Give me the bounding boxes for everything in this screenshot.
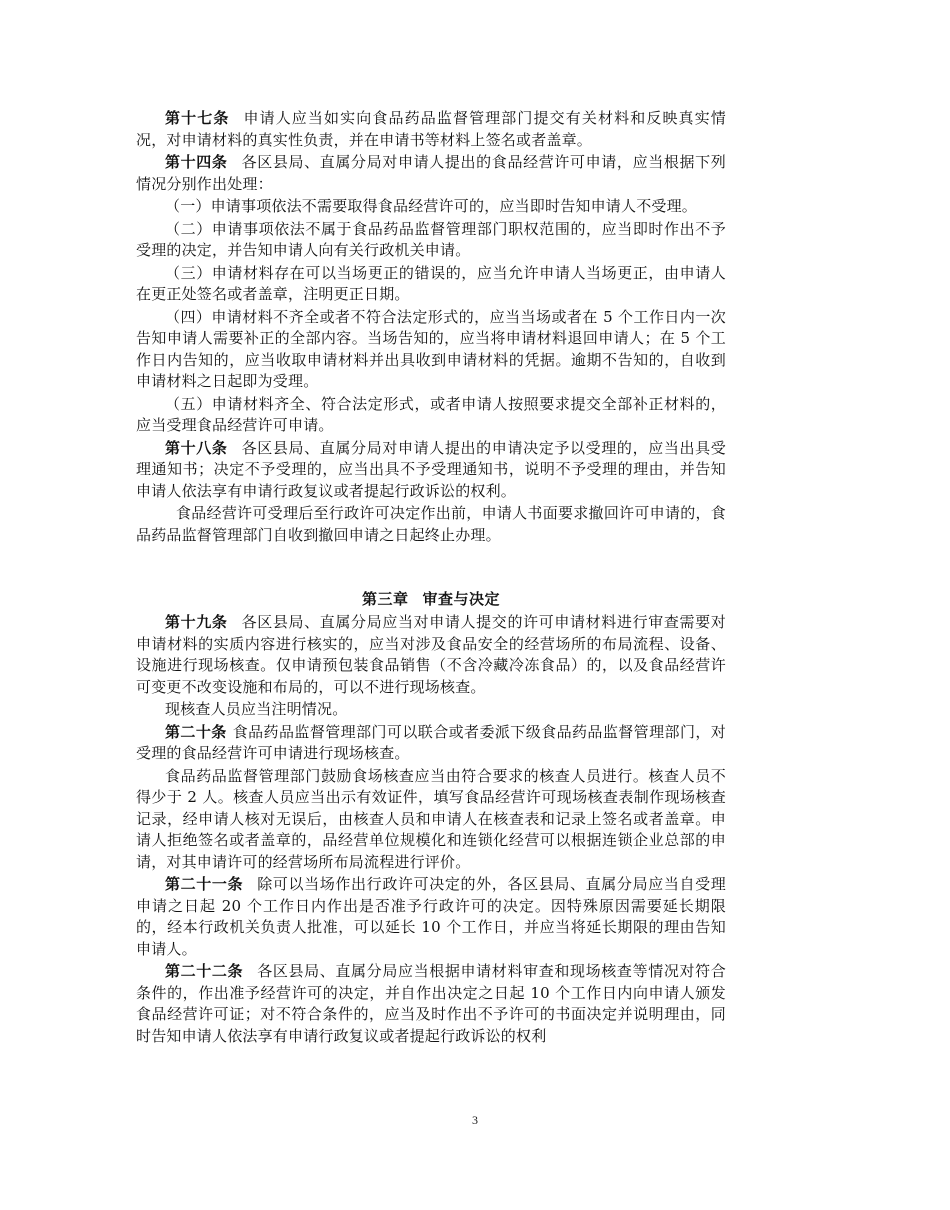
paragraph-text: （五）申请材料齐全、符合法定形式，或者申请人按照要求提交全部补正材料的，应当受理食品经营许可申请。 — [136, 394, 726, 434]
clause-paragraph — [136, 503, 726, 546]
article-number: 第十八条 — [165, 438, 228, 457]
paragraph-text: 现核查人员应当注明情况。 — [165, 700, 348, 718]
document-page — [136, 108, 726, 1048]
article-number: 第二十条 — [165, 722, 227, 741]
paragraph-text: 各区县局、直属分局对申请人提出的申请决定予以受理的，应当出具受理通知书；决定不予受理的，应当出具不予受理通知书，说明不予受理的理由，并告知申请人依法享有申请行政复议或者提起行政诉讼的权利。 — [136, 438, 726, 500]
clause-paragraph — [136, 196, 726, 218]
article-paragraph — [136, 961, 726, 1047]
paragraph-text: 食品药品监督管理部门可以联合或者委派下级食品药品监督管理部门，对受理的食品经营许可申请进行现场核查。 — [136, 722, 726, 762]
paragraph-text: 食品药品监督管理部门鼓励食场核查应当由符合要求的核查人员进行。核查人员不得少于 2 人。核查人员应当出示有效证件，填写食品经营许可现场核查表制作现场核查记录，经申请人核对无误后，由核查人员和申请人在核查表和记录上签名或者盖章。申请人拒绝签名或者盖章的，品经营单位规模化和连锁化经营可以根据连锁企业总部的申请，对其申请许可的经营场所布局流程进行评价。 — [136, 766, 726, 871]
section-after-chapter — [136, 612, 726, 1047]
clause-paragraph — [136, 699, 726, 721]
chapter-heading — [136, 588, 726, 610]
chapter-number: 第三章 — [361, 590, 409, 608]
paragraph-text: 各区县局、直属分局应当对申请人提交的许可申请材料进行审查需要对申请材料的实质内容进行核实的，应当对涉及食品安全的经营场所的布局流程、设备、设施进行现场核查。仅申请预包装食品销售（不含冷藏冷冻食品）的，以及食品经营许可变更不改变设施和布局的，可以不进行现场核查。 — [136, 613, 726, 696]
paragraph-text: 申请人应当如实向食品药品监督管理部门提交有关材料和反映真实情况，对申请材料的真实性负责，并在申请书等材料上签名或者盖章。 — [136, 109, 726, 149]
section-before-chapter — [136, 108, 726, 546]
paragraph-text: 各区县局、直属分局对申请人提出的食品经营许可申请，应当根据下列情况分别作出处理： — [136, 153, 726, 193]
article-number: 第二十一条 — [165, 875, 244, 893]
article-paragraph — [136, 612, 726, 698]
clause-paragraph — [136, 394, 726, 437]
clause-paragraph — [136, 307, 726, 393]
article-paragraph — [136, 722, 726, 765]
paragraph-text: （四）申请材料不齐全或者不符合法定形式的，应当当场或者在 5 个工作日内一次告知申请人需要补正的全部内容。当场告知的，应当将申请材料退回申请人；在 5 个工作日内告知的，应当收取申请材料并出具收到申请材料的凭据。逾期不告知的，自收到申请材料之日起即为受理。 — [136, 307, 726, 390]
paragraph-text: 各区县局、直属分局应当根据申请材料审查和现场核查等情况对符合条件的，作出准予经营许可的决定，并自作出决定之日起 10 个工作日内向申请人颁发食品经营许可证；对不符合条件的，应当及时作出不予许可的书面决定并说明理由，同时告知申请人依法享有申请行政复议或者提起行政诉讼的权利 — [136, 962, 726, 1045]
clause-paragraph — [136, 263, 726, 306]
article-number: 第十七条 — [165, 109, 230, 127]
clause-paragraph — [136, 766, 726, 874]
article-number: 第十四条 — [165, 153, 228, 171]
article-paragraph — [136, 874, 726, 960]
article-number: 第二十二条 — [165, 962, 244, 980]
paragraph-text: （二）申请事项依法不属于食品药品监督管理部门职权范围的，应当即时作出不予受理的决定，并告知申请人向有关行政机关申请。 — [136, 219, 726, 259]
page-number: 3 — [472, 1113, 478, 1127]
paragraph-text: 除可以当场作出行政许可决定的外，各区县局、直属分局应当自受理申请之日起 20 个工作日内作出是否准予行政许可的决定。因特殊原因需要延长期限的，经本行政机关负责人批准，可以延长 10 个工作日，并应当将延长期限的理由告知申请人。 — [136, 875, 726, 958]
article-paragraph — [136, 108, 726, 151]
paragraph-text: （一）申请事项依法不需要取得食品经营许可的，应当即时告知申请人不受理。 — [165, 197, 698, 215]
article-paragraph — [136, 438, 726, 503]
paragraph-text: （三）申请材料存在可以当场更正的错误的，应当允许申请人当场更正，由申请人在更正处签名或者盖章，注明更正日期。 — [136, 263, 726, 303]
clause-paragraph — [136, 219, 726, 262]
article-paragraph — [136, 152, 726, 195]
chapter-title: 审查与决定 — [422, 590, 501, 608]
article-number: 第十九条 — [165, 613, 228, 631]
paragraph-text: 食品经营许可受理后至行政许可决定作出前，申请人书面要求撤回许可申请的，食品药品监督管理部门自收到撤回申请之日起终止办理。 — [136, 504, 726, 544]
